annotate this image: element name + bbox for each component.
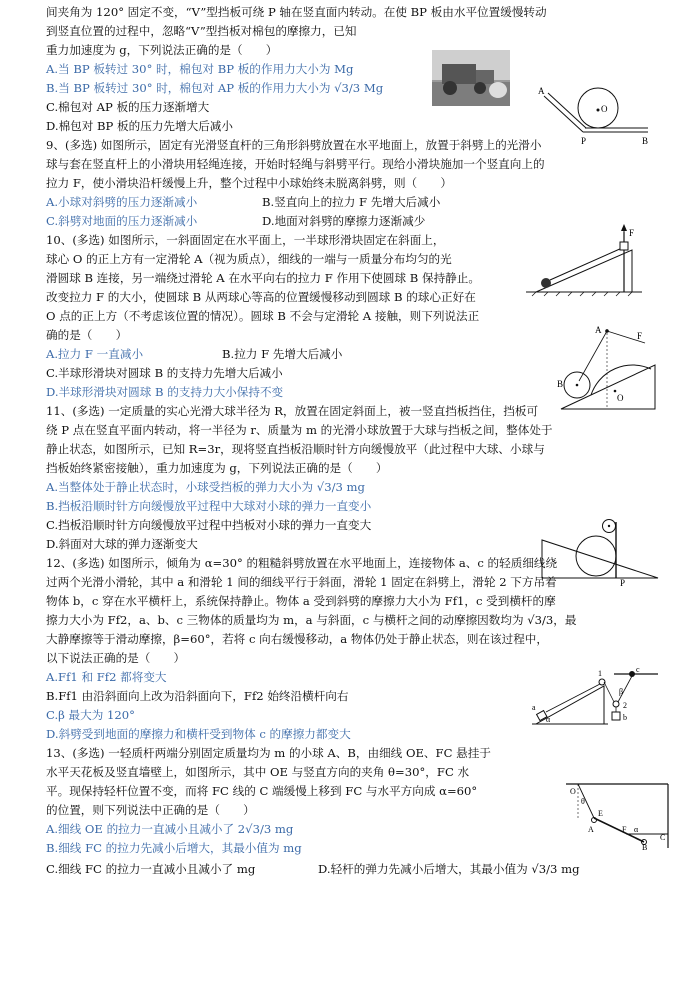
q10-label-a: A <box>595 325 602 335</box>
q11-line-1: 11、(多选) 一定质量的实心光滑大球半径为 R，放置在固定斜面上，被一竖直挡板挡住，挡板可 <box>46 404 539 418</box>
q12-option-b: B.Ff1 由沿斜面向上改为沿斜面向下，Ff2 始终沿横杆向右 <box>46 689 349 703</box>
q12-line-4: 擦力大小为 Ff2，a、b、c 三物体的质量均为 m，a 与斜面，c 与横杆之间的动摩擦因数均为 √3/3，最 <box>46 613 577 627</box>
q10-option-a: A.拉力 F 一直减小 <box>46 347 144 361</box>
q9-label-f: F <box>629 228 635 238</box>
q11-line-4: 挡板始终紧密接触），重力加速度为 g，下列说法正确的是（ ） <box>46 461 388 475</box>
q13-option-b: B.细线 FC 的拉力先减小后增大，其最小值为 mg <box>46 841 302 855</box>
q12-line-1: 12、(多选) 如图所示，倾角为 α=30° 的粗糙斜劈放置在水平地面上，连接物体 a、c 的轻质细线绕 <box>46 556 558 570</box>
q13-label-b: B <box>642 843 648 850</box>
q10-option-d: D.半球形滑块对圆球 B 的支持力大小保持不变 <box>46 385 284 399</box>
q12-label-alpha: α <box>546 715 551 724</box>
q8-label-b: B <box>642 136 649 146</box>
q13-label-f: F <box>622 825 627 834</box>
q8-option-d: D.棉包对 BP 板的压力先增大后减小 <box>46 119 233 133</box>
q11-label-p: P <box>620 578 626 588</box>
q12-line-2: 过两个光滑小滑轮，其中 a 和滑轮 1 间的细线平行于斜面，滑轮 1 固定在斜劈上，滑轮 2 下方吊着 <box>46 575 557 589</box>
q13-option-d: D.轻杆的弹力先减小后增大，其最小值为 √3/3 mg <box>318 862 580 876</box>
q9-diagram <box>522 224 650 300</box>
q8-option-a: A.当 BP 板转过 30° 时，棉包对 BP 板的作用力大小为 Mg <box>46 62 354 76</box>
q9-option-d: D.地面对斜劈的摩擦力逐渐减少 <box>262 214 426 228</box>
q8-line-2: 到竖直位置的过程中，忽略“V”型挡板对棉包的摩擦力，已知 <box>46 24 357 38</box>
q12-option-d: D.斜劈受到地面的摩擦力和横杆受到物体 c 的摩擦力都变大 <box>46 727 351 741</box>
q10-label-o: O <box>617 393 624 403</box>
q13-label-a: A <box>588 825 594 834</box>
q11-option-b: B.挡板沿顺时针方向缓慢放平过程中大球对小球的弹力一直变小 <box>46 499 372 513</box>
q9-line-2: 球与套在竖直杆上的小滑块用轻绳连接，开始时轻绳与斜劈平行。现给小滑块施加一个竖直向上的 <box>46 157 545 171</box>
q11-option-c: C.挡板沿顺时针方向缓慢放平过程中挡板对小球的弹力一直变大 <box>46 518 372 532</box>
q12-option-a: A.Ff1 和 Ff2 都将变大 <box>46 670 167 684</box>
q13-line-2: 水平天花板及竖直墙壁上，如图所示，其中 OE 与竖直方向的夹角 θ=30°，FC 水 <box>46 765 470 779</box>
harvester-image <box>432 50 510 106</box>
q13-label-theta: θ <box>581 797 585 806</box>
q11-option-d: D.斜面对大球的弹力逐渐变大 <box>46 537 198 551</box>
q11-line-2: 绕 P 点在竖直平面内转动，将一半径为 r、质量为 m 的光滑小球放置于大球与挡板之间，整体处于 <box>46 423 553 437</box>
q10-label-f: F <box>637 331 643 341</box>
q10-option-b: B.拉力 F 先增大后减小 <box>222 347 343 361</box>
q12-diagram <box>528 668 662 730</box>
q13-label-o: O <box>570 787 576 796</box>
q10-diagram <box>555 325 665 417</box>
q9-option-b: B.竖直向上的拉力 F 先增大后减小 <box>262 195 441 209</box>
q8-option-c: C.棉包对 AP 板的压力逐渐增大 <box>46 100 210 114</box>
q8-label-o: O <box>601 104 608 114</box>
q10-line-4: 改变拉力 F 的大小，使圆球 B 从两球心等高的位置缓慢移动到圆球 B 的球心正好在 <box>46 290 476 304</box>
q8-label-p: P <box>581 136 587 146</box>
q10-line-5: O 点的正上方（不考虑该位置的情况）。圆球 B 不会与定滑轮 A 接触，则下列说法正 <box>46 309 480 323</box>
q10-line-2: 球心 O 的正上方有一定滑轮 A（视为质点），细线的一端与一质量分布均匀的光 <box>46 252 452 266</box>
q12-line-6: 以下说法正确的是（ ） <box>46 651 186 665</box>
q13-label-alpha: α <box>634 825 639 834</box>
q12-label-b: b <box>623 713 627 722</box>
q8-line-1: 间夹角为 120° 固定不变，“V”型挡板可绕 P 轴在竖直面内转动。在使 BP 板由水平位置缓慢转动 <box>46 5 547 19</box>
q9-line-1: 9、(多选) 如图所示，固定有光滑竖直杆的三角形斜劈放置在水平地面上，放置于斜劈上的光滑小 <box>46 138 542 152</box>
q12-label-2: 2 <box>623 701 627 710</box>
q12-line-3: 物体 b，c 穿在水平横杆上，系统保持静止。物体 a 受到斜劈的摩擦力大小为 Ff1，c 受到横杆的摩 <box>46 594 556 608</box>
q10-line-1: 10、(多选) 如图所示，一斜面固定在水平面上，一半球形滑块固定在斜面上， <box>46 233 445 247</box>
q13-label-e: E <box>598 809 603 818</box>
q13-option-c: C.细线 FC 的拉力一直减小且减小了 mg <box>46 862 256 876</box>
q12-option-c: C.β 最大为 120° <box>46 708 135 722</box>
q8-line-3: 重力加速度为 g，下列说法正确的是（ ） <box>46 43 278 57</box>
q8-diagram <box>538 82 658 152</box>
q11-option-a: A.当整体处于静止状态时，小球受挡板的弹力大小为 √3/3 mg <box>46 480 365 494</box>
q12-line-5: 大静摩擦等于滑动摩擦，β=60°，若将 c 向右缓慢移动，a 物体仍处于静止状态，则在该过程中， <box>46 632 548 646</box>
q13-line-4: 的位置，则下列说法中正确的是（ ） <box>46 803 255 817</box>
q10-line-6: 确的是（ ） <box>46 328 128 342</box>
q9-option-a: A.小球对斜劈的压力逐渐减小 <box>46 195 198 209</box>
q13-diagram <box>564 778 674 850</box>
q13-label-c: C <box>660 833 666 842</box>
q10-option-c: C.半球形滑块对圆球 B 的支持力先增大后减小 <box>46 366 283 380</box>
q13-line-3: 平。现保持轻杆位置不变，而将 FC 线的 C 端缓慢上移到 FC 与水平方向成 α=60° <box>46 784 478 798</box>
q9-line-3: 拉力 F，使小滑块沿杆缓慢上升，整个过程中小球始终未脱离斜劈，则（ ） <box>46 176 452 190</box>
q10-line-3: 滑圆球 B 连接，另一端绕过滑轮 A 在水平向右的拉力 F 作用下使圆球 B 保持静止。 <box>46 271 480 285</box>
q13-option-a: A.细线 OE 的拉力一直减小且减小了 2√3/3 mg <box>46 822 294 836</box>
q12-label-1: 1 <box>598 669 602 678</box>
q12-label-beta: β <box>619 687 624 696</box>
q11-line-3: 静止状态，如图所示，已知 R=3r，现将竖直挡板沿顺时针方向缓慢放平（此过程中大球、小球与 <box>46 442 545 456</box>
q8-label-a: A <box>538 86 545 96</box>
q13-line-1: 13、(多选) 一轻质杆两端分别固定质量均为 m 的小球 A、B，由细线 OE、FC 悬挂于 <box>46 746 491 760</box>
harvester-photo <box>432 50 510 106</box>
q10-label-b: B <box>557 379 564 389</box>
q9-option-c: C.斜劈对地面的压力逐渐减小 <box>46 214 198 228</box>
q12-label-a: a <box>532 703 536 712</box>
q12-label-c: c <box>636 668 640 674</box>
q8-option-b: B.当 BP 板转过 30° 时，棉包对 AP 板的作用力大小为 √3/3 Mg <box>46 81 384 95</box>
